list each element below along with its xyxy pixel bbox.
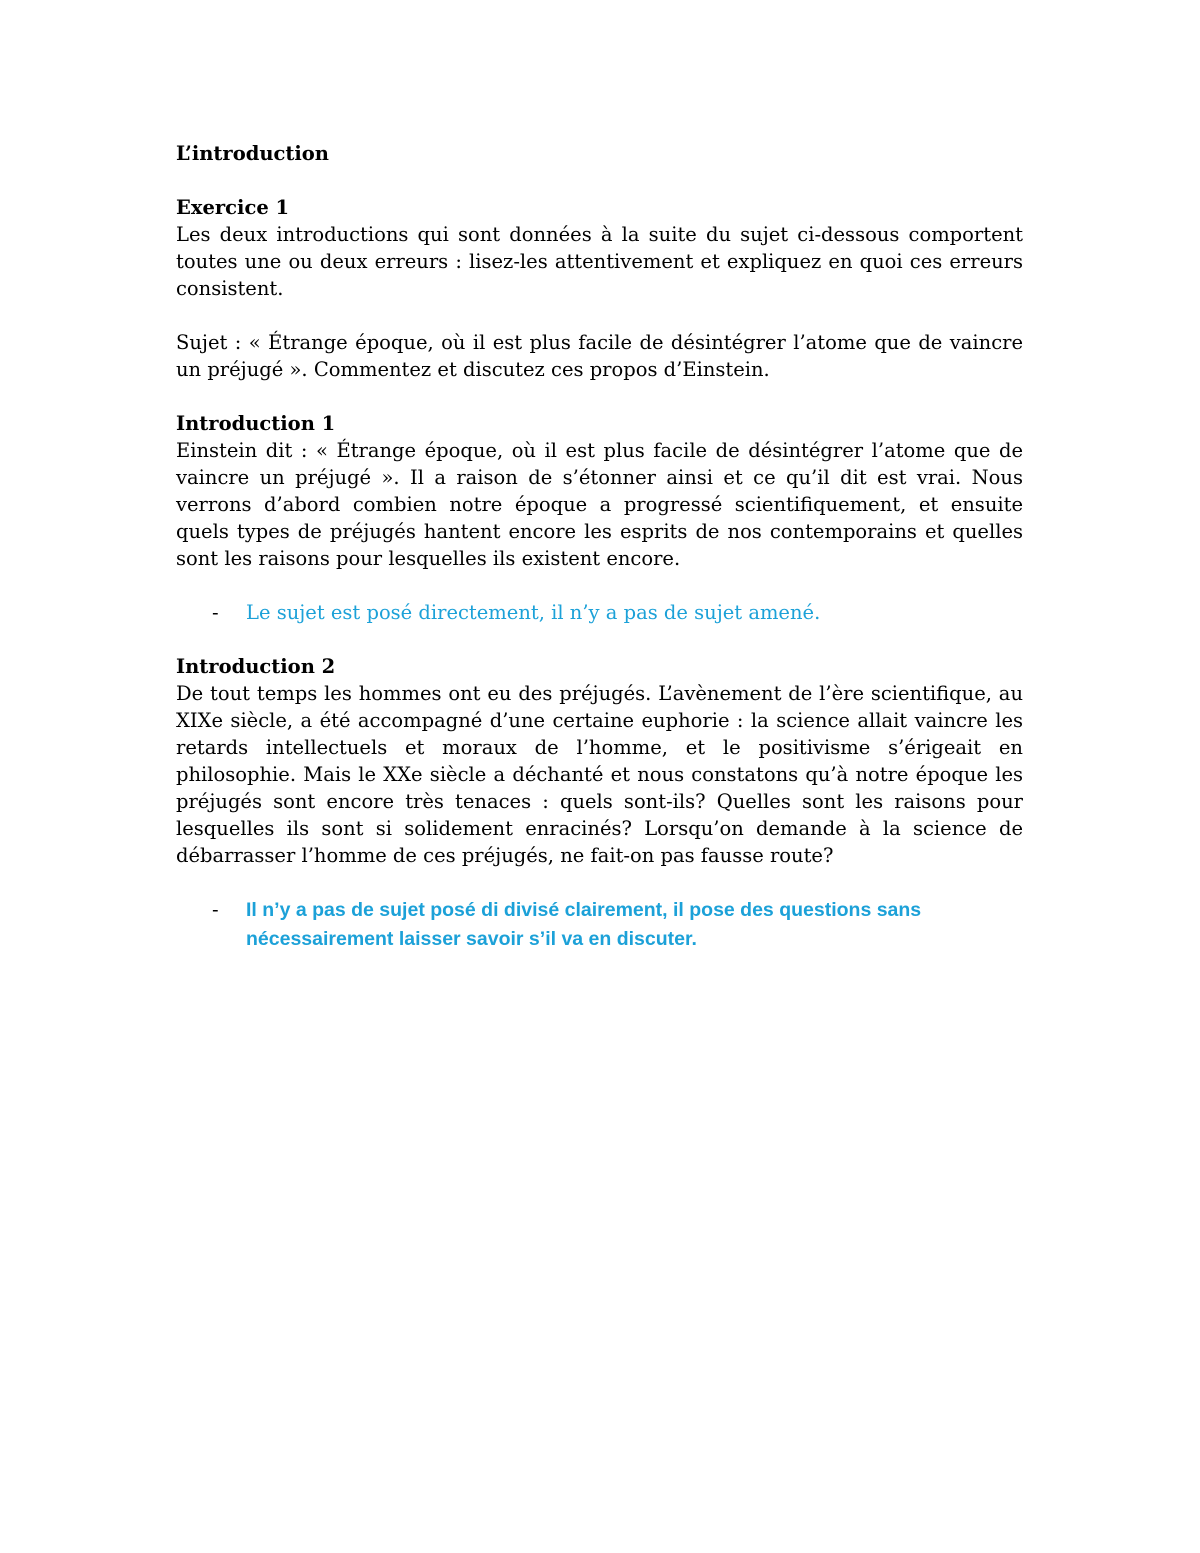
spacer	[176, 869, 1023, 896]
introduction-1-answer-text: Le sujet est posé directement, il n’y a pas de sujet amené.	[246, 601, 821, 624]
introduction-2-text: De tout temps les hommes ont eu des préjugés. L’avènement de l’ère scientifique, au XIXe siècle, a été accompagné d’une certaine euphorie : la science allait vaincre les retards intellectuels et moraux de l’homme, et le positivisme s’érigeait en philosophie. Mais le XXe siècle a déchanté et nous constatons qu’à notre époque les préjugés sont encore très tenaces : quels sont-ils? Quelles sont les raisons pour lesquelles ils sont si solidement enracinés? Lorsqu’on demande à la science de débarrasser l’homme de ces préjugés, ne fait-on pas fausse route?	[176, 682, 1023, 867]
spacer	[176, 302, 1023, 329]
spacer	[176, 383, 1023, 410]
introduction-1-heading: Introduction 1	[176, 412, 336, 435]
introduction-1-answer	[176, 599, 1023, 626]
document-page	[176, 140, 1023, 954]
introduction-2-answer-text: Il n’y a pas de sujet posé di divisé clairement, il pose des questions sans nécessairement laisser savoir s’il va en discuter.	[246, 899, 922, 950]
spacer	[176, 572, 1023, 599]
bullet-marker: -	[212, 898, 219, 921]
introduction-2-answer	[176, 896, 1023, 954]
exercise-instructions: Les deux introductions qui sont données à la suite du sujet ci-dessous comportent toutes une ou deux erreurs : lisez-les attentivement et expliquez en quoi ces erreurs consistent.	[176, 223, 1023, 300]
introduction-1-text: Einstein dit : « Étrange époque, où il est plus facile de désintégrer l’atome que de vaincre un préjugé ». Il a raison de s’étonner ainsi et ce qu’il dit est vrai. Nous verrons d’abord combien notre époque a progressé scientifiquement, et ensuite quels types de préjugés hantent encore les esprits de nos contemporains et quelles sont les raisons pour lesquelles ils existent encore.	[176, 439, 1023, 570]
bullet-marker: -	[212, 601, 219, 624]
introduction-2-heading: Introduction 2	[176, 655, 336, 678]
exercise-heading: Exercice 1	[176, 196, 290, 219]
document-title: L’introduction	[176, 142, 329, 165]
spacer	[176, 167, 1023, 194]
spacer	[176, 626, 1023, 653]
subject-paragraph: Sujet : « Étrange époque, où il est plus facile de désintégrer l’atome que de vaincre un préjugé ». Commentez et discutez ces propos d’Einstein.	[176, 331, 1023, 381]
